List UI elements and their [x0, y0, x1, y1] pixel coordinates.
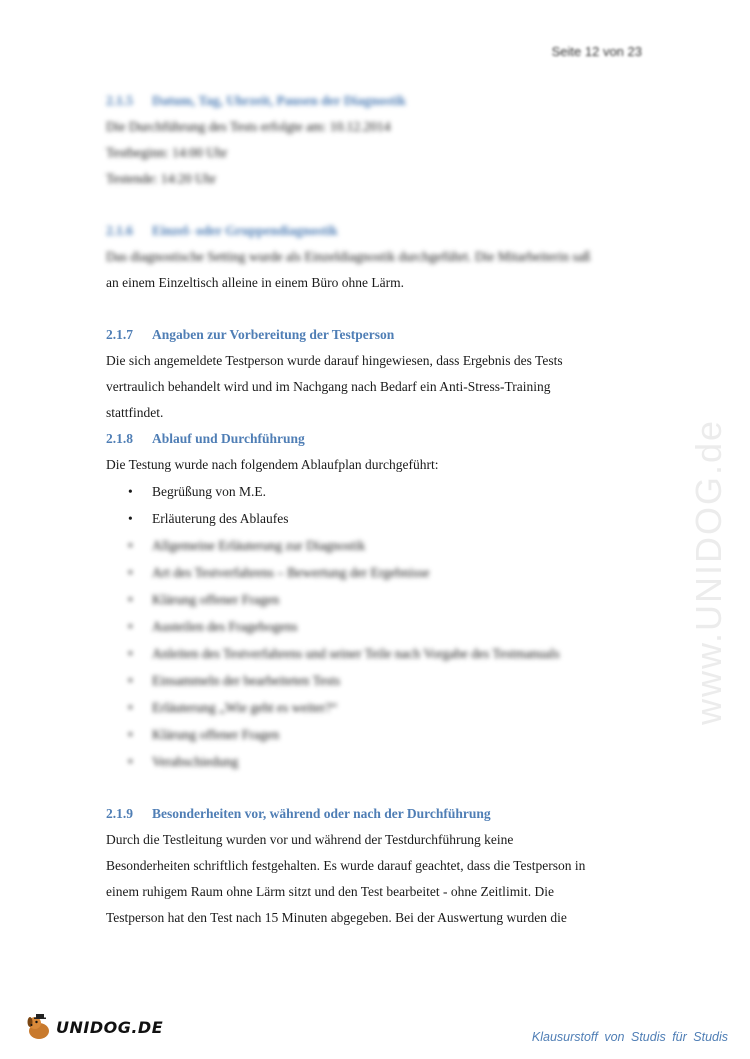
list-item: • Anleiten des Testverfahrens und seiner Teile nach Vorgabe des Testmanuals — [128, 646, 560, 661]
list-item: • Austeilen des Fragebogens — [128, 619, 298, 634]
paragraph-line: Besonderheiten schriftlich festgehalten. Es wurde darauf geachtet, dass die Testperson in — [106, 858, 586, 873]
section-2-1-6 — [106, 218, 642, 296]
list-item: • Allgemeine Erläuterung zur Diagnostik — [128, 538, 366, 553]
paragraph-line: vertraulich behandelt wird und im Nachgang nach Bedarf ein Anti-Stress-Training — [106, 379, 551, 394]
list-item: • Einsammeln der bearbeiteten Tests — [128, 673, 341, 688]
section-2-1-9 — [106, 801, 642, 931]
paragraph-line: Das diagnostische Setting wurde als Einzeldiagnostik durchgeführt. Die Mitarbeiterin saß — [106, 249, 591, 264]
list-item: • Begrüßung von M.E. — [128, 484, 266, 499]
paragraph-line: Die Durchführung des Tests erfolgte am: 10.12.2014 — [106, 119, 391, 134]
unidog-logo — [24, 1012, 163, 1042]
document-body — [106, 88, 642, 931]
paragraph-line: Testperson hat den Test nach 15 Minuten abgegeben. Bei der Auswertung wurden die — [106, 910, 567, 925]
paragraph-line: Die sich angemeldete Testperson wurde darauf hingewiesen, dass Ergebnis des Tests — [106, 353, 563, 368]
paragraph-line: stattfindet. — [106, 405, 164, 420]
procedure-list — [106, 478, 642, 775]
paragraph-line: Testbeginn: 14:00 Uhr — [106, 145, 228, 160]
list-item: • Klärung offener Fragen — [128, 592, 280, 607]
paragraph-line: an einem Einzeltisch alleine in einem Büro ohne Lärm. — [106, 275, 405, 290]
list-item: • Erläuterung des Ablaufes — [128, 511, 289, 526]
dog-mascot-icon — [24, 1012, 54, 1042]
logo-text: UNIDOG.DE — [56, 1017, 164, 1037]
heading-2-1-5: 2.1.5 Datum, Tag, Uhrzeit, Pausen der Diagnostik — [106, 93, 407, 108]
heading-2-1-7: 2.1.7 Angaben zur Vorbereitung der Testperson — [106, 327, 395, 342]
list-item: • Klärung offener Fragen — [128, 727, 280, 742]
paragraph-line: Durch die Testleitung wurden vor und während der Testdurchführung keine — [106, 832, 514, 847]
heading-2-1-9: 2.1.9 Besonderheiten vor, während oder nach der Durchführung — [106, 806, 491, 821]
section-2-1-7 — [106, 322, 642, 426]
list-item: • Verabschiedung — [128, 754, 239, 769]
page-number: Seite 12 von 23 — [551, 44, 642, 59]
paragraph-line: Testende: 14:20 Uhr — [106, 171, 217, 186]
list-intro: Die Testung wurde nach folgendem Ablaufplan durchgeführt: — [106, 457, 439, 472]
footer-tagline: Klausurstoff von Studis für Studis — [531, 1030, 728, 1044]
section-2-1-8 — [106, 426, 642, 775]
watermark: www.UNIDOG.de — [688, 418, 729, 725]
heading-2-1-8: 2.1.8 Ablauf und Durchführung — [106, 431, 305, 446]
section-2-1-5 — [106, 88, 642, 192]
list-item: • Art des Testverfahrens – Bewertung der Ergebnisse — [128, 565, 430, 580]
heading-2-1-6: 2.1.6 Einzel- oder Gruppendiagnostik — [106, 223, 338, 238]
paragraph-line: einem ruhigem Raum ohne Lärm sitzt und den Test bearbeitet - ohne Zeitlimit. Die — [106, 884, 554, 899]
list-item: • Erläuterung „Wie geht es weiter?“ — [128, 700, 338, 715]
